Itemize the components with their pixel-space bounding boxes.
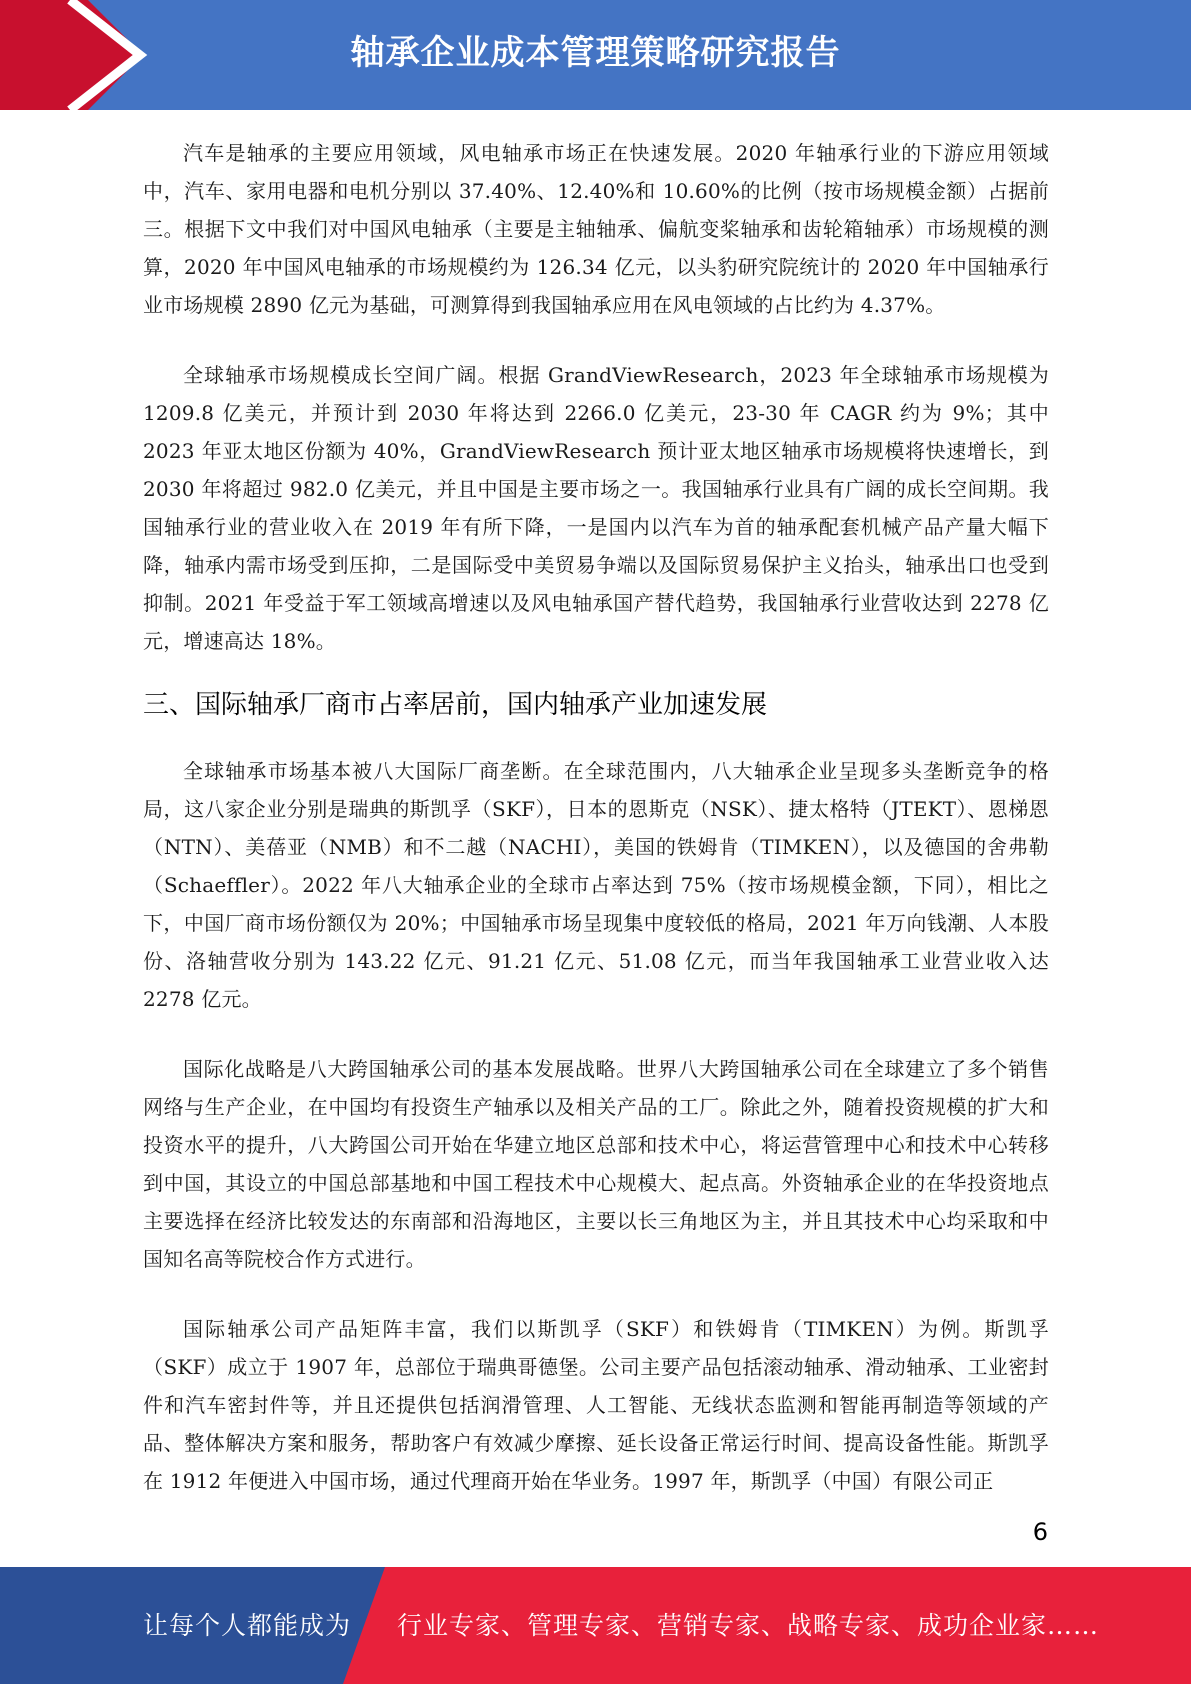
page-header <box>0 0 1191 110</box>
paragraph: 全球轴承市场基本被八大国际厂商垄断。在全球范围内，八大轴承企业呈现多头垄断竞争的格局，这八家企业分别是瑞典的斯凯孚（SKF），日本的恩斯克（NSK）、捷太格特（JTEKT）、恩梯恩（NTN）、美蓓亚（NMB）和不二越（NACHI），美国的铁姆肯（TIMKEN），以及德国的舍弗勒（Schaeffler）。2022 年八大轴承企业的全球市占率达到 75%（按市场规模金额，下同），相比之下，中国厂商市场份额仅为 20%；中国轴承市场呈现集中度较低的格局，2021 年万向钱潮、人本股份、洛轴营收分别为 143.22 亿元、91.21 亿元、51.08 亿元，而当年我国轴承工业营业收入达 2278 亿元。 <box>143 759 1049 1011</box>
report-title: 轴承企业成本管理策略研究报告 <box>350 33 841 73</box>
footer-slogan-right: 行业专家、管理专家、营销专家、战略专家、成功企业家…… <box>397 1611 1100 1640</box>
paragraph: 汽车是轴承的主要应用领域，风电轴承市场正在快速发展。2020 年轴承行业的下游应用领域中，汽车、家用电器和电机分别以 37.40%、12.40%和 10.60%的比例（按市场规模金额）占据前三。根据下文中我们对中国风电轴承（主要是主轴轴承、偏航变桨轴承和齿轮箱轴承）市场规模的测算，2020 年中国风电轴承的市场规模约为 126.34 亿元，以头豹研究院统计的 2020 年中国轴承行业市场规模 2890 亿元为基础，可测算得到我国轴承应用在风电领域的占比约为 4.37%。 <box>143 141 1049 317</box>
paragraph: 国际轴承公司产品矩阵丰富，我们以斯凯孚（SKF）和铁姆肯（TIMKEN）为例。斯凯孚（SKF）成立于 1907 年，总部位于瑞典哥德堡。公司主要产品包括滚动轴承、滑动轴承、工业密封件和汽车密封件等，并且还提供包括润滑管理、人工智能、无线状态监测和智能再制造等领域的产品、整体解决方案和服务，帮助客户有效减少摩擦、延长设备正常运行时间、提高设备性能。斯凯孚在 1912 年便进入中国市场，通过代理商开始在华业务。1997 年，斯凯孚（中国）有限公司正 <box>143 1317 1049 1493</box>
section-heading: 三、国际轴承厂商市占率居前，国内轴承产业加速发展 <box>143 690 768 720</box>
page-number: 6 <box>1032 1518 1048 1546</box>
document-body <box>143 134 1049 1500</box>
paragraph: 国际化战略是八大跨国轴承公司的基本发展战略。世界八大跨国轴承公司在全球建立了多个销售网络与生产企业，在中国均有投资生产轴承以及相关产品的工厂。除此之外，随着投资规模的扩大和投资水平的提升，八大跨国公司开始在华建立地区总部和技术中心，将运营管理中心和技术中心转移到中国，其设立的中国总部基地和中国工程技术中心规模大、起点高。外资轴承企业的在华投资地点主要选择在经济比较发达的东南部和沿海地区，主要以长三角地区为主，并且其技术中心均采取和中国知名高等院校合作方式进行。 <box>143 1057 1049 1271</box>
page-footer <box>0 1567 1191 1684</box>
footer-slogan-left: 让每个人都能成为 <box>143 1611 352 1640</box>
paragraph: 全球轴承市场规模成长空间广阔。根据 GrandViewResearch，2023 年全球轴承市场规模为 1209.8 亿美元，并预计到 2030 年将达到 2266.0 亿美元，23-30 年 CAGR 约为 9%；其中 2023 年亚太地区份额为 40%，GrandViewResearch 预计亚太地区轴承市场规模将快速增长，到 2030 年将超过 982.0 亿美元，并且中国是主要市场之一。我国轴承行业具有广阔的成长空间期。我国轴承行业的营业收入在 2019 年有所下降，一是国内以汽车为首的轴承配套机械产品产量大幅下降，轴承内需市场受到压抑，二是国际受中美贸易争端以及国际贸易保护主义抬头，轴承出口也受到抑制。2021 年受益于军工领域高增速以及风电轴承国产替代趋势，我国轴承行业营收达到 2278 亿元，增速高达 18%。 <box>143 363 1049 653</box>
